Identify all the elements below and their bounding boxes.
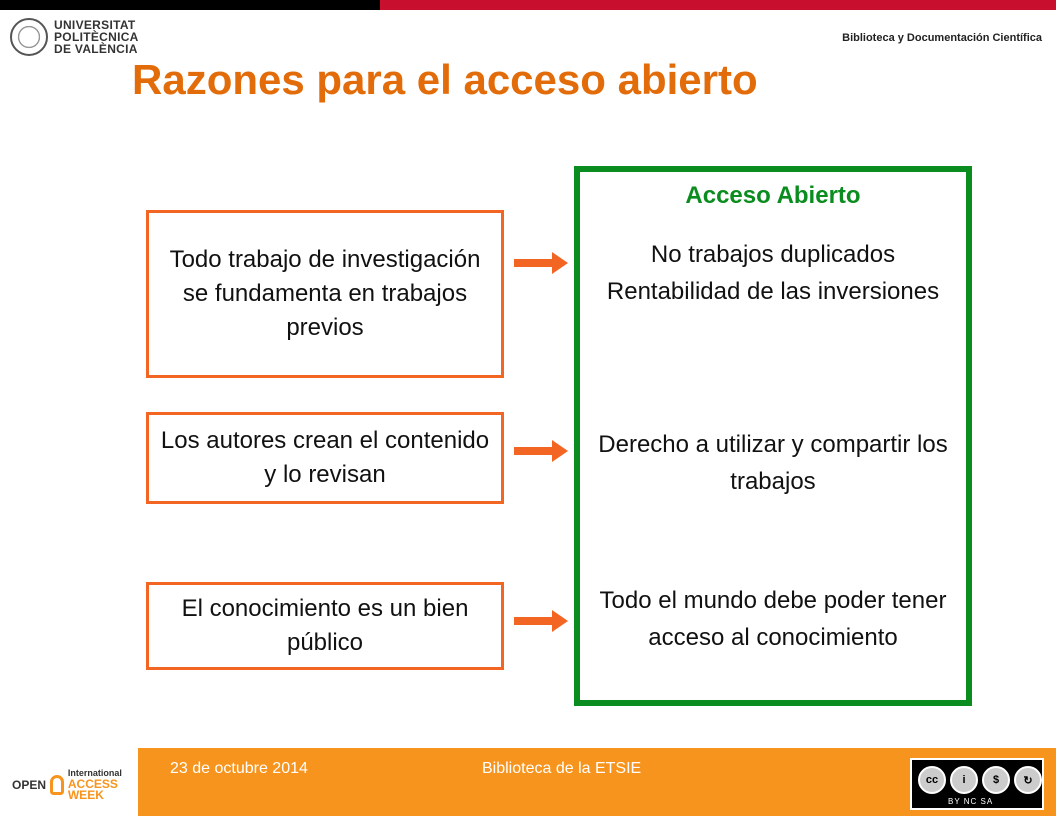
- open-access-week-logo: OPEN International ACCESS WEEK: [12, 768, 122, 802]
- footer: [0, 748, 1056, 816]
- benefit-universal-access: Todo el mundo debe poder tener acceso al conocimiento: [599, 587, 947, 651]
- open-access-panel: [574, 166, 972, 706]
- footer-logo-area: [0, 748, 138, 816]
- slide-title: Razones para el acceso abierto: [132, 56, 758, 103]
- right-arrow-icon: [514, 610, 568, 632]
- footer-library: Biblioteca de la ETSIE: [482, 760, 642, 777]
- license-label: BY NC SA: [948, 797, 994, 806]
- benefit-no-duplicates: No trabajos duplicados Rentabilidad de las inversiones: [606, 241, 940, 305]
- footer-date: 23 de octubre 2014: [170, 760, 308, 777]
- cc-icon: cc: [918, 766, 946, 794]
- upv-seal-icon: [10, 18, 48, 56]
- top-bar-red: [380, 0, 1056, 10]
- creative-commons-badge: [910, 758, 1044, 810]
- reason-box-knowledge: El conocimiento es un bien público: [146, 582, 504, 670]
- department-name: Biblioteca y Documentación Científica: [842, 32, 1042, 44]
- reason-box-authors: Los autores crean el contenido y lo revisan: [146, 412, 504, 504]
- benefit-rights: Derecho a utilizar y compartir los trabajos: [598, 431, 948, 495]
- right-arrow-icon: [514, 252, 568, 274]
- noncommercial-icon: $: [982, 766, 1010, 794]
- upv-name: UNIVERSITAT POLITÈCNICA DE VALÈNCIA: [54, 18, 139, 56]
- right-arrow-icon: [514, 440, 568, 462]
- attribution-icon: i: [950, 766, 978, 794]
- upv-logo: [10, 18, 139, 56]
- open-access-title: Acceso Abierto: [685, 182, 861, 209]
- reason-box-research: Todo trabajo de investigación se fundamenta en trabajos previos: [146, 210, 504, 378]
- sharealike-icon: ↻: [1014, 766, 1042, 794]
- open-lock-icon: [50, 775, 64, 795]
- top-bar-black: [0, 0, 380, 10]
